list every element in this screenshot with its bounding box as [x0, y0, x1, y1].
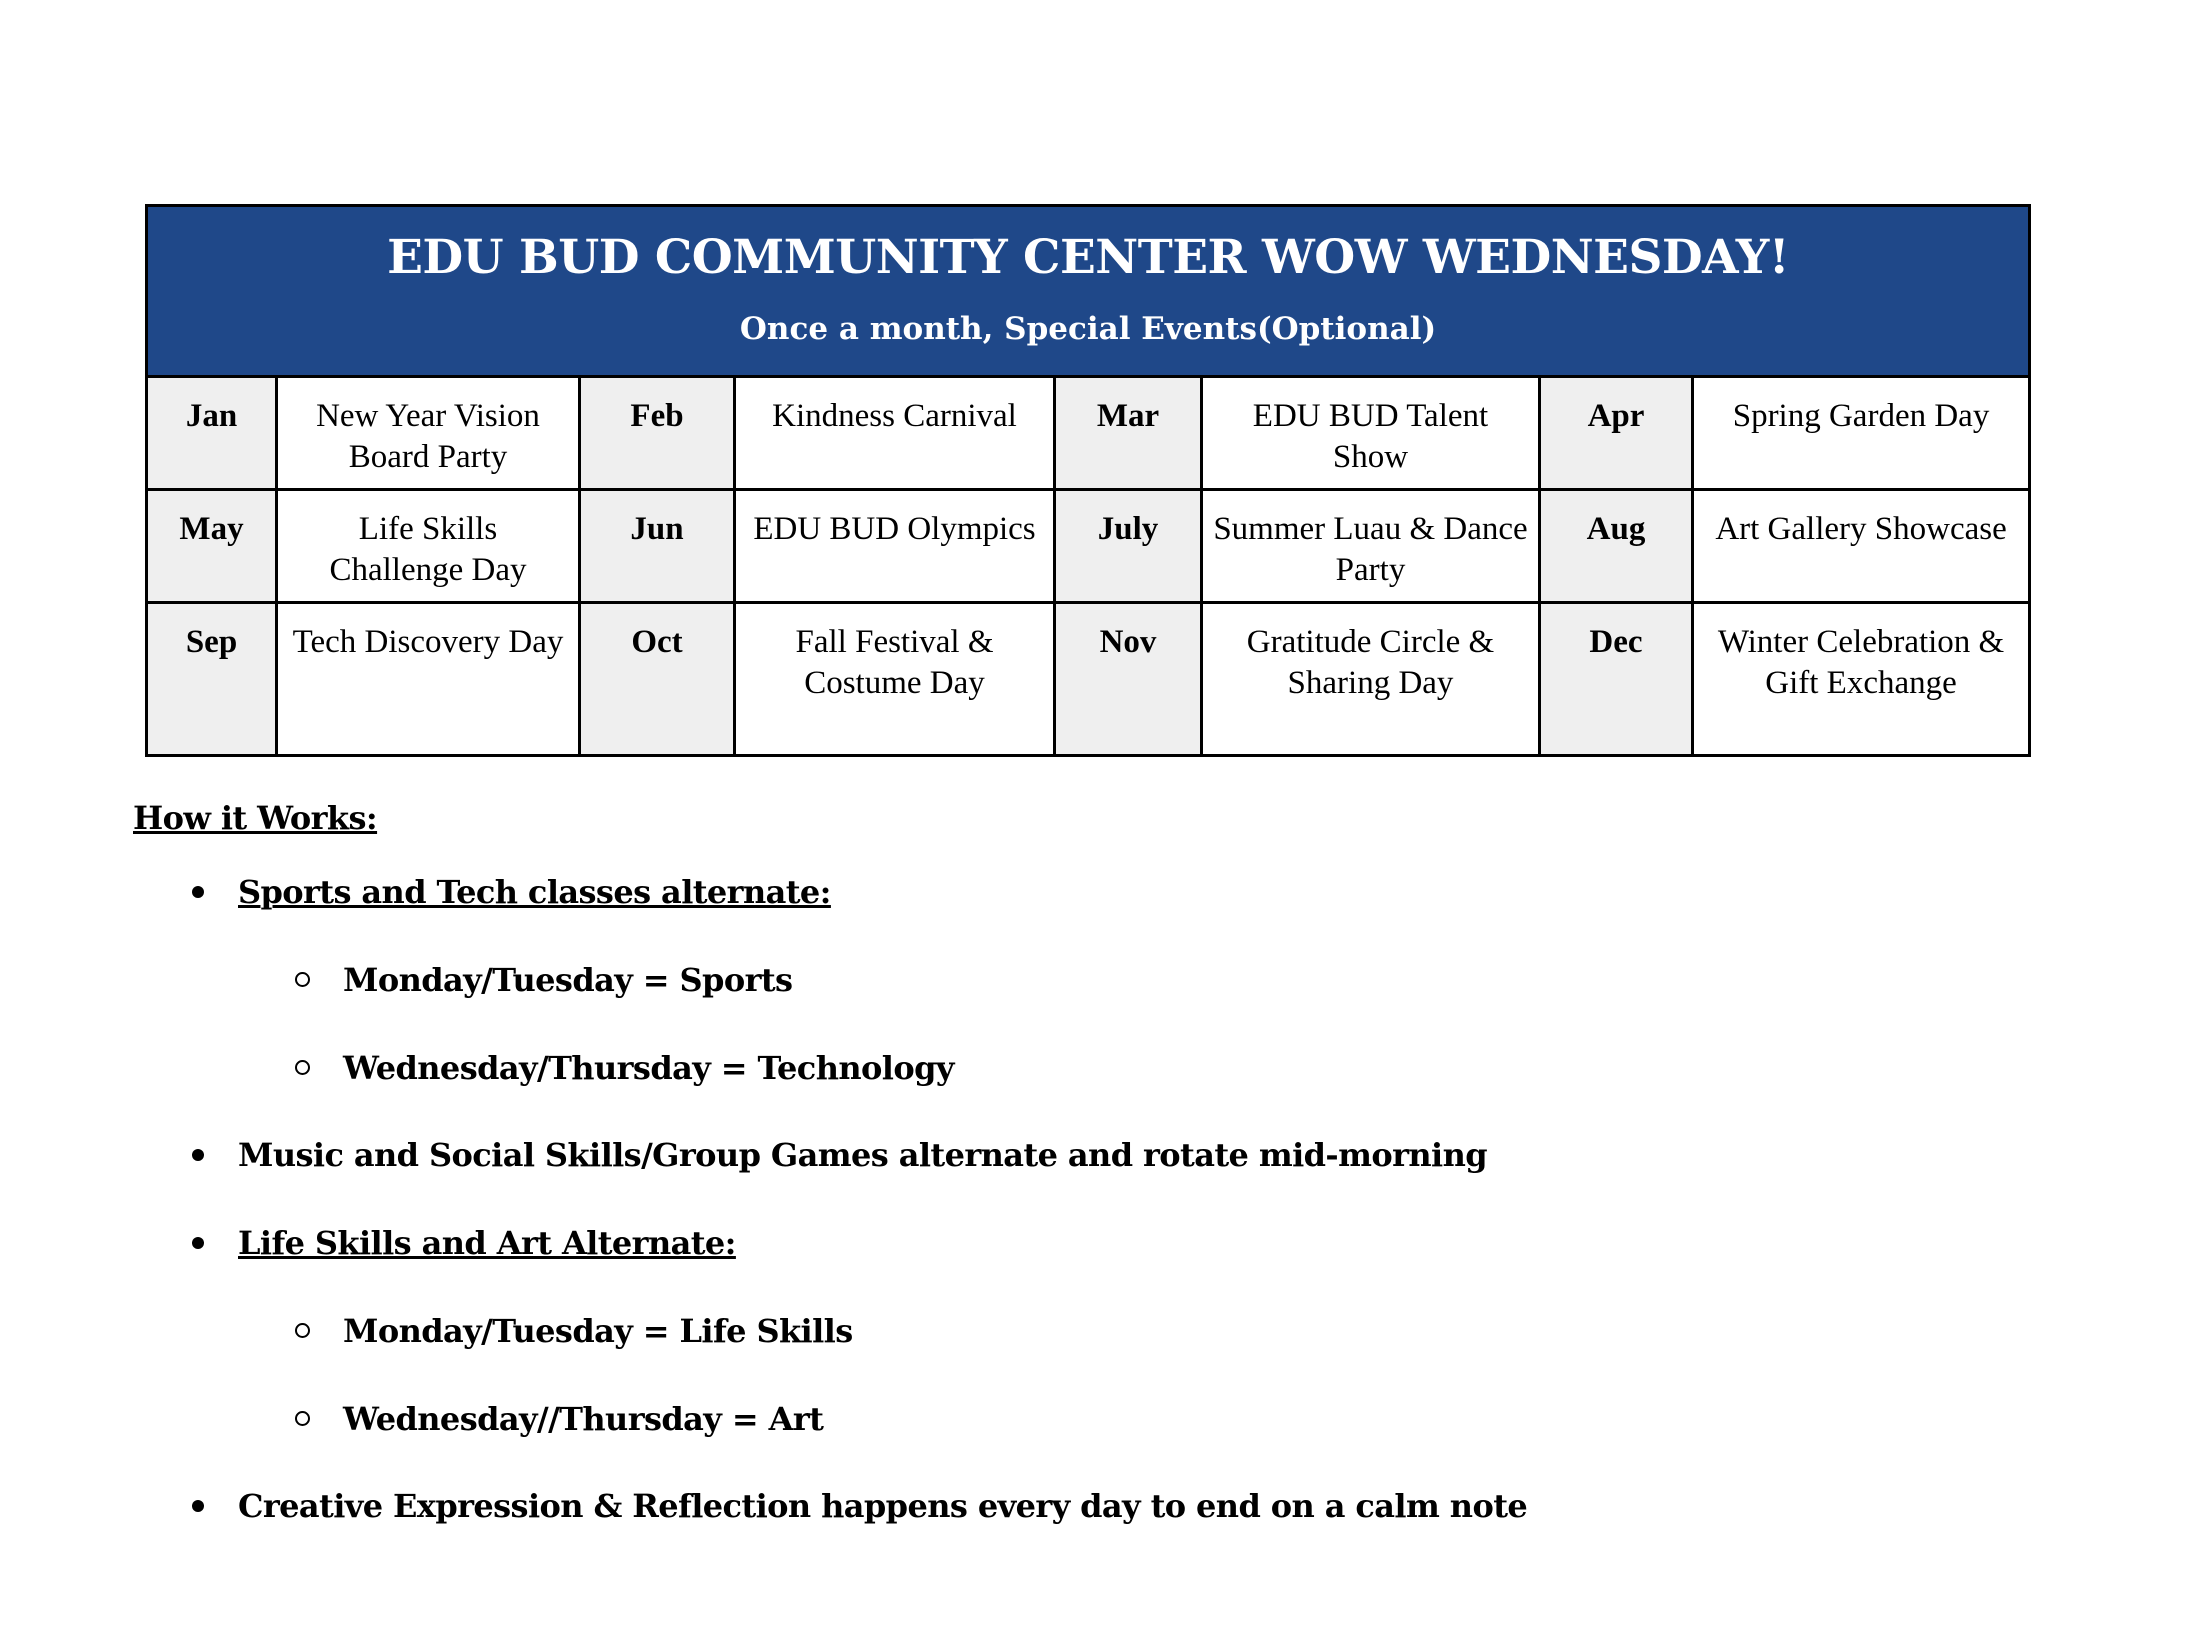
month-cell: Aug [1540, 490, 1693, 603]
list-item: Wednesday/Thursday = Technology [343, 1049, 954, 1087]
event-cell: Gratitude Circle & Sharing Day [1202, 603, 1540, 756]
event-cell: Winter Celebration & Gift Exchange [1693, 603, 2030, 756]
month-cell: Apr [1540, 377, 1693, 490]
month-cell: Nov [1055, 603, 1202, 756]
list-item: Life Skills and Art Alternate: [238, 1224, 736, 1262]
bullet-icon [192, 1237, 204, 1249]
month-cell: Jan [147, 377, 277, 490]
bullet-icon [192, 1149, 204, 1161]
event-cell: Kindness Carnival [735, 377, 1055, 490]
list-item: Monday/Tuesday = Sports [343, 961, 793, 999]
list-item: Monday/Tuesday = Life Skills [343, 1312, 853, 1350]
month-cell: May [147, 490, 277, 603]
month-cell: Dec [1540, 603, 1693, 756]
circle-bullet-icon [295, 1411, 310, 1426]
month-cell: Mar [1055, 377, 1202, 490]
circle-bullet-icon [295, 1060, 310, 1075]
bullet-icon [192, 1500, 204, 1512]
month-cell: Feb [580, 377, 735, 490]
event-cell: New Year Vision Board Party [277, 377, 580, 490]
how-it-works-heading: How it Works: [133, 799, 378, 837]
month-cell: Sep [147, 603, 277, 756]
table-subtitle: Once a month, Special Events(Optional) [739, 311, 1437, 347]
how-it-works-section [133, 796, 2033, 1525]
event-cell: Fall Festival & Costume Day [735, 603, 1055, 756]
list-item: Creative Expression & Reflection happens every day to end on a calm note [238, 1487, 1528, 1525]
list-item: Sports and Tech classes alternate: [238, 873, 831, 911]
event-cell: EDU BUD Talent Show [1202, 377, 1540, 490]
table-row [147, 377, 2030, 490]
event-cell: Summer Luau & Dance Party [1202, 490, 1540, 603]
event-cell: Spring Garden Day [1693, 377, 2030, 490]
event-cell: Life Skills Challenge Day [277, 490, 580, 603]
table-title: EDU BUD COMMUNITY CENTER WOW WEDNESDAY! [387, 230, 1789, 285]
circle-bullet-icon [295, 972, 310, 987]
circle-bullet-icon [295, 1323, 310, 1338]
table-row [147, 490, 2030, 603]
list-item: Wednesday//Thursday = Art [343, 1400, 824, 1438]
month-cell: Jun [580, 490, 735, 603]
month-cell: Oct [580, 603, 735, 756]
table-header [147, 206, 2030, 377]
bullet-icon [192, 886, 204, 898]
event-cell: Art Gallery Showcase [1693, 490, 2030, 603]
list-item: Music and Social Skills/Group Games alternate and rotate mid-morning [238, 1136, 1488, 1174]
table-row [147, 603, 2030, 756]
event-cell: Tech Discovery Day [277, 603, 580, 756]
events-table [145, 204, 2031, 757]
event-cell: EDU BUD Olympics [735, 490, 1055, 603]
month-cell: July [1055, 490, 1202, 603]
